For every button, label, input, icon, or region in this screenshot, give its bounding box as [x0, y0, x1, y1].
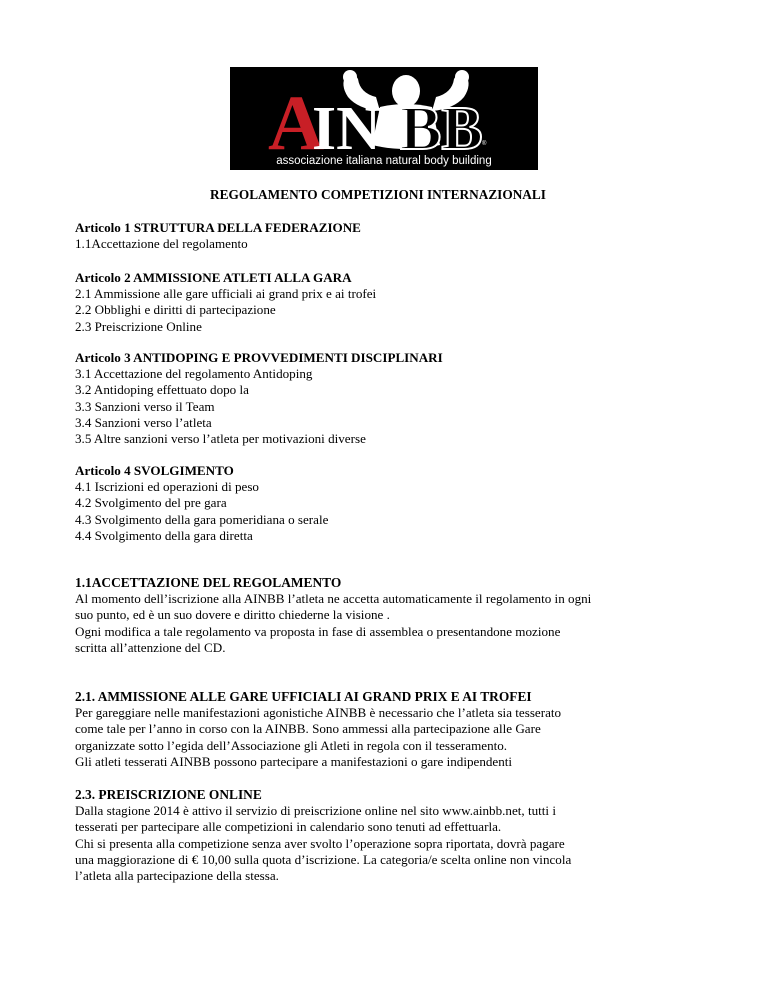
- toc-item: 3.5 Altre sanzioni verso l’atleta per motivazioni diverse: [75, 431, 366, 447]
- toc-item: 2.3 Preiscrizione Online: [75, 318, 202, 334]
- section-2-3: [75, 787, 715, 884]
- section-line: Gli atleti tesserati AINBB possono partecipare a manifestazioni o gare indipendenti: [75, 753, 513, 769]
- toc-item: 4.2 Svolgimento del pre gara: [75, 495, 227, 511]
- section-line: una maggiorazione di € 10,00 sulla quota d’iscrizione. La categoria/e scelta online non vincola: [75, 851, 572, 867]
- logo-graphic: [230, 67, 538, 170]
- toc-article-4: [75, 463, 715, 544]
- section-1-1: [75, 575, 715, 656]
- section-line: l’atleta alla partecipazione della stessa.: [75, 868, 279, 884]
- logo-letters-bb: BB: [400, 95, 483, 163]
- logo-letters-in: IN: [312, 95, 381, 163]
- toc-item: 1.1Accettazione del regolamento: [75, 236, 248, 252]
- toc-heading: Articolo 3 ANTIDOPING E PROVVEDIMENTI DISCIPLINARI: [75, 350, 443, 365]
- toc-article-3: [75, 350, 715, 447]
- section-heading: 1.1ACCETTAZIONE DEL REGOLAMENTO: [75, 575, 342, 590]
- logo-letter-a: A: [268, 79, 325, 166]
- section-line: Al momento dell’iscrizione alla AINBB l’atleta ne accetta automaticamente il regolamento in ogni: [75, 591, 592, 607]
- toc-item: 2.1 Ammissione alle gare ufficiali ai grand prix e ai trofei: [75, 286, 377, 302]
- section-line: Ogni modifica a tale regolamento va proposta in fase di assemblea o presentandone mozione: [75, 623, 561, 639]
- section-heading: 2.1. AMMISSIONE ALLE GARE UFFICIALI AI GRAND PRIX E AI TROFEI: [75, 689, 532, 704]
- toc-item: 4.4 Svolgimento della gara diretta: [75, 527, 253, 543]
- logo-tagline: associazione italiana natural body building: [276, 155, 492, 167]
- section-line: suo punto, ed è un suo dovere e diritto chiederne la visione .: [75, 607, 390, 623]
- toc-item: 3.4 Sanzioni verso l’atleta: [75, 414, 212, 430]
- registered-mark: ®: [482, 141, 487, 147]
- section-line: tesserati per partecipare alle competizioni in calendario sono tenuti ad effettuarla.: [75, 819, 502, 835]
- toc-heading: Articolo 2 AMMISSIONE ATLETI ALLA GARA: [75, 270, 352, 285]
- section-line: Per gareggiare nelle manifestazioni agonistiche AINBB è necessario che l’atleta sia tesserato: [75, 705, 562, 721]
- section-line: Dalla stagione 2014 è attivo il servizio di preiscrizione online nel sito www.ainbb.net, tutti i: [75, 803, 556, 819]
- section-2-1: [75, 689, 715, 770]
- toc-item: 3.3 Sanzioni verso il Team: [75, 398, 215, 414]
- section-line: come tale per l’anno in corso con la AINBB. Sono ammessi alla partecipazione alle Gare: [75, 721, 541, 737]
- toc-item: 3.2 Antidoping effettuato dopo la: [75, 382, 249, 398]
- toc-article-1: [75, 220, 715, 252]
- toc-item: 2.2 Obblighi e diritti di partecipazione: [75, 302, 276, 318]
- toc-item: 4.1 Iscrizioni ed operazioni di peso: [75, 479, 259, 495]
- section-heading: 2.3. PREISCRIZIONE ONLINE: [75, 787, 262, 802]
- section-line: scritta all’attenzione del CD.: [75, 639, 226, 655]
- toc-item: 3.1 Accettazione del regolamento Antidoping: [75, 366, 313, 382]
- section-line: Chi si presenta alla competizione senza aver svolto l’operazione sopra riportata, dovrà pagare: [75, 835, 565, 851]
- toc-heading: Articolo 4 SVOLGIMENTO: [75, 463, 234, 478]
- ainbb-logo: [230, 67, 538, 170]
- toc-heading: Articolo 1 STRUTTURA DELLA FEDERAZIONE: [75, 220, 361, 235]
- document-title: REGOLAMENTO COMPETIZIONI INTERNAZIONALI: [210, 187, 546, 202]
- toc-article-2: [75, 270, 715, 335]
- section-line: organizzate sotto l’egida dell’Associazione gli Atleti in regola con il tesseramento.: [75, 737, 508, 753]
- toc-item: 4.3 Svolgimento della gara pomeridiana o serale: [75, 511, 329, 527]
